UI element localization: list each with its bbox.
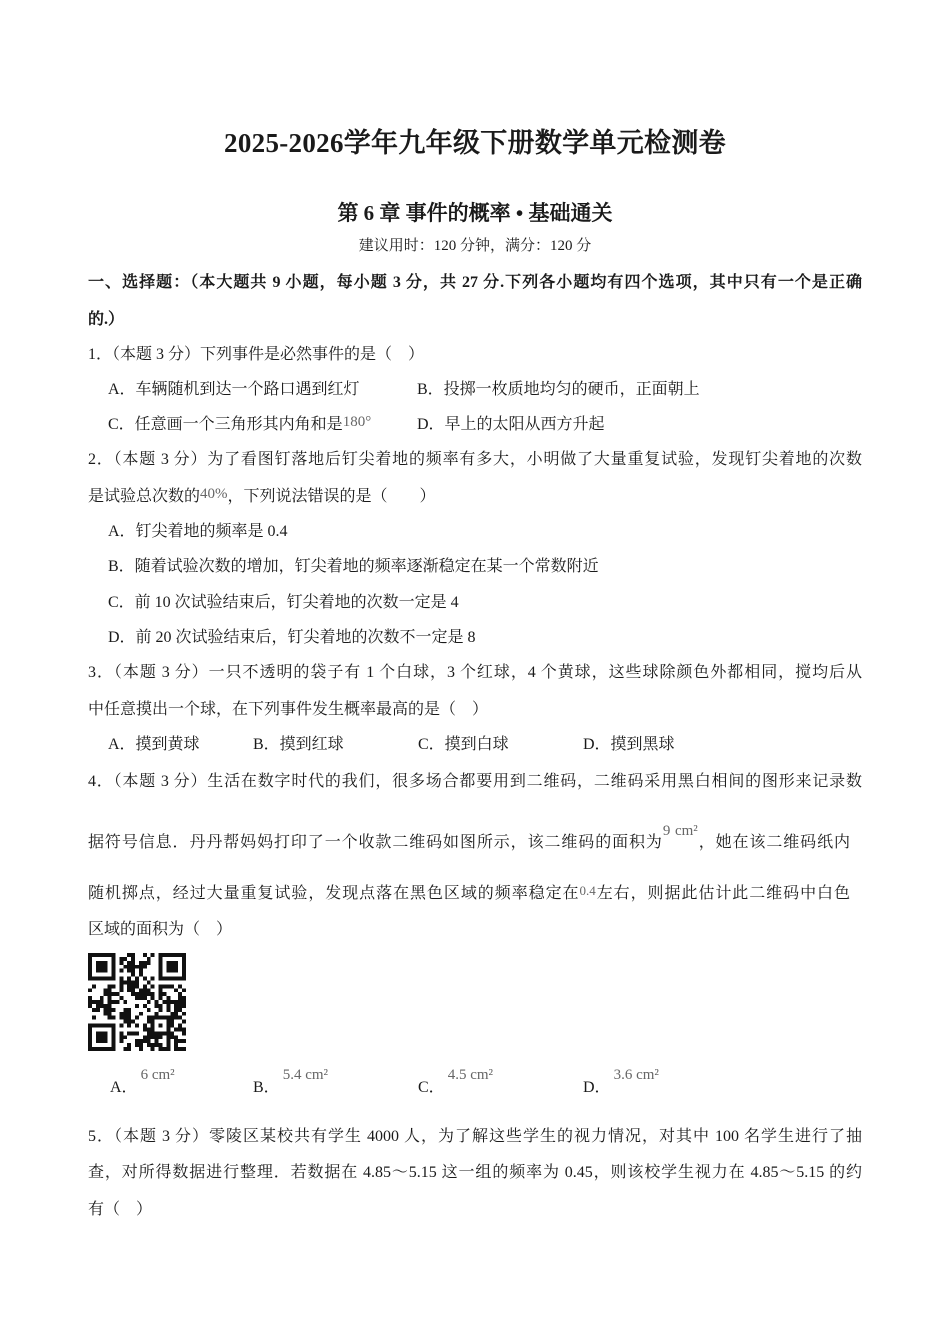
q4-option-c-label: C． (418, 1079, 445, 1096)
q4-option-c (418, 1067, 494, 1098)
q4-stem-text-3: 随机掷点，经过大量重复试验，发现点落在黑色区域的频率稳定在 (88, 885, 580, 902)
q4-option-d-label: D． (583, 1079, 611, 1096)
q1-option-b: B．投掷一枚质地均匀的硬币，正面朝上 (417, 381, 700, 398)
page-title: 2025-2026学年九年级下册数学单元检测卷 (224, 128, 726, 158)
q2-option-b: B．随着试验次数的增加，钉尖着地的频率逐渐稳定在某一个常数附近 (108, 558, 599, 575)
q4-option-b-value: 5.4 cm² (282, 1067, 329, 1083)
q2-option-c: C．前 10 次试验结束后，钉尖着地的次数一定是 4 (108, 594, 459, 611)
q3-option-c: C．摸到白球 (418, 736, 509, 753)
q4-option-d-value: 3.6 cm² (613, 1067, 659, 1083)
q1-stem: 1．（本题 3 分）下列事件是必然事件的是（ ） (88, 346, 425, 363)
q3-option-b: B．摸到红球 (253, 736, 344, 753)
q2-option-a: A．钉尖着地的频率是 0.4 (108, 523, 288, 540)
section-heading: 一、选择题：（本大题共 9 小题，每小题 3 分，共 27 分.下列各小题均有四个选项，其中只有一个是正确 (88, 274, 862, 291)
time-info: 建议用时：120 分钟，满分：120 分 (358, 238, 592, 254)
q1-option-c-formula: 180° (342, 414, 372, 430)
q4-stem-tail: ，她在该二维码纸内 (697, 834, 850, 851)
q4-frequency-formula: 0.4 (579, 883, 596, 898)
q2-stem: 2．（本题 3 分）为了看图钉落地后钉尖着地的频率有多大，小明做了大量重复试验，发现钉尖着地的次数 (88, 451, 862, 468)
q4-option-b-label: B． (253, 1079, 280, 1096)
q4-stem-line2 (88, 823, 850, 853)
q4-area-formula: 9 cm² (662, 823, 698, 839)
section-heading-cont: 的.） (88, 311, 125, 328)
q5-stem-end: 有（ ） (88, 1201, 153, 1218)
q4-option-b (253, 1067, 329, 1098)
q4-stem-line3 (88, 884, 850, 904)
q2-stem-text: 是试验总次数的 (88, 488, 201, 505)
q4-option-a (110, 1067, 175, 1098)
q4-option-c-value: 4.5 cm² (447, 1067, 494, 1083)
q2-formula: 40% (200, 486, 228, 502)
q1-option-c (108, 415, 371, 435)
q2-stem-cont (88, 487, 436, 507)
q3-stem: 3．（本题 3 分）一只不透明的袋子有 1 个白球，3 个红球，4 个黄球，这些球除颜色外都相同，搅均后从 (88, 664, 862, 681)
q3-option-a: A．摸到黄球 (108, 736, 200, 753)
q4-option-d (583, 1067, 659, 1098)
q2-option-d: D．前 20 次试验结束后，钉尖着地的次数不一定是 8 (108, 629, 476, 646)
q2-stem-tail: ，下列说法错误的是（ ） (227, 488, 436, 505)
q4-stem-text: 据符号信息．丹丹帮妈妈打印了一个收款二维码如图所示，该二维码的面积为 (88, 834, 663, 851)
q4-option-a-value: 6 cm² (140, 1067, 175, 1083)
q3-option-d: D．摸到黑球 (583, 736, 675, 753)
q4-stem-line4: 区域的面积为（ ） (88, 921, 233, 938)
q1-option-d: D．早上的太阳从西方升起 (417, 416, 605, 433)
q4-stem: 4．（本题 3 分）生活在数字时代的我们，很多场合都要用到二维码，二维码采用黑白相间的图形来记录数 (88, 773, 862, 790)
chapter-subtitle: 第 6 章 事件的概率 • 基础通关 (337, 201, 613, 225)
q5-stem: 5．（本题 3 分）零陵区某校共有学生 4000 人，为了解这些学生的视力情况，对其中 100 名学生进行了抽 (88, 1128, 862, 1145)
q1-option-c-text: C．任意画一个三角形其内角和是 (108, 416, 343, 433)
q4-option-a-label: A． (110, 1079, 138, 1096)
q3-stem-cont: 中任意摸出一个球，在下列事件发生概率最高的是（ ） (88, 701, 489, 718)
q5-stem-cont: 查，对所得数据进行整理．若数据在 4.85～5.15 这一组的频率为 0.45，则该校学生视力在 4.85～5.15 的约 (88, 1164, 862, 1181)
q1-option-a: A．车辆随机到达一个路口遇到红灯 (108, 381, 360, 398)
qr-code-image (88, 953, 186, 1051)
q4-stem-tail-3: 左右，则据此估计此二维码中白色 (595, 885, 850, 902)
